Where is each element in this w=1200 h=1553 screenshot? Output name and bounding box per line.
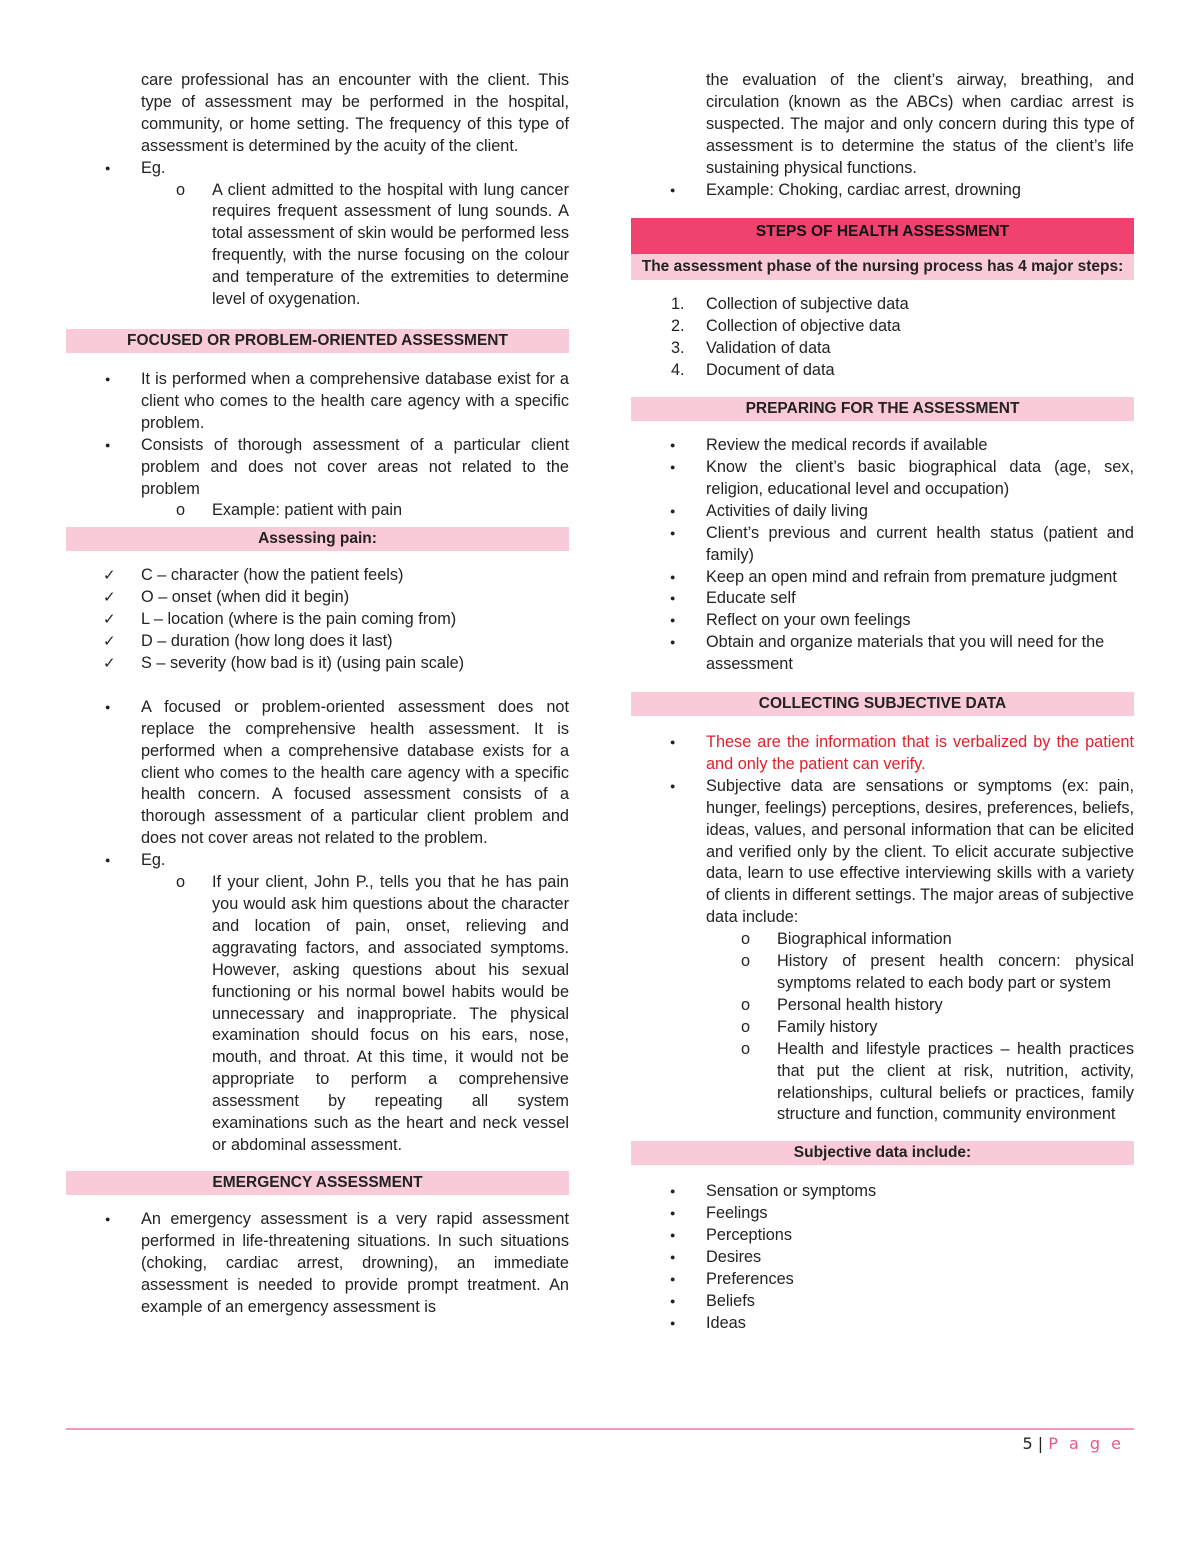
list-item: ● Activities of daily living — [631, 501, 1134, 523]
footer-divider — [66, 1428, 1134, 1430]
sub-list-item: o A client admitted to the hospital with lung cancer requires frequent assessment of lung sounds. A total assessment of skin would be performed less frequently, with the nurse focusing on the colour and temperature of the extremities to determine level of oxygenation. — [66, 180, 569, 311]
eg-list — [66, 158, 569, 180]
list-item: ● Example: Choking, cardiac arrest, drowning — [631, 180, 1134, 202]
list-item: ● Beliefs — [631, 1291, 1134, 1313]
step-item: 1. Collection of subjective data — [671, 295, 909, 314]
list-item: ● Eg. — [66, 850, 569, 872]
list-item: ● Subjective data are sensations or symptoms (ex: pain, hunger, feelings) perceptions, desires, preferences, beliefs, ideas, values, and personal information that can be elicited and verified only by the client. To elicit accurate subjective data, learn to use effective interviewing skills with a variety of clients in different settings. The major areas of subjective data include: — [631, 776, 1134, 929]
list-item: ● Desires — [631, 1247, 1134, 1269]
list-item: ● Feelings — [631, 1203, 1134, 1225]
steps-list — [631, 294, 1134, 382]
list-item: ● An emergency assessment is a very rapid assessment performed in life-threatening situations. In such situations (choking, cardiac arrest, drowning), an immediate assessment is needed to provide prompt treatment. An example of an emergency assessment is — [66, 1209, 569, 1319]
preparing-list — [631, 435, 1134, 676]
list-item: ● Ideas — [631, 1313, 1134, 1335]
focused-example-list — [66, 500, 569, 522]
right-column — [631, 70, 1134, 1335]
list-item: ● Eg. — [66, 158, 569, 180]
checklist-item: ✓ L – location (where is the pain coming from) — [66, 609, 569, 631]
list-item: ● These are the information that is verbalized by the patient and only the patient can verify. — [631, 732, 1134, 776]
subjective-areas-list — [631, 929, 1134, 1126]
intro-paragraph: care professional has an encounter with the client. This type of assessment may be performed in the hospital, community, or home setting. The frequency of this type of assessment is determined by the acuity of the client. — [141, 71, 569, 155]
list-item: ● Review the medical records if available — [631, 435, 1134, 457]
list-item: ● Keep an open mind and refrain from premature judgment — [631, 567, 1134, 589]
eg-sublist — [66, 180, 569, 311]
checklist-item: ✓ C – character (how the patient feels) — [66, 565, 569, 587]
list-item: ● Reflect on your own feelings — [631, 610, 1134, 632]
page-separator: | — [1037, 1434, 1044, 1453]
step-item: 3. Validation of data — [671, 339, 831, 358]
sub-list-item: o If your client, John P., tells you that he has pain you would ask him questions about the character and location of pain, onset, relieving and aggravating factors, and associated symptoms. However, asking questions about his sexual functioning or his normal bowel habits would be unnecessary and inappropriate. The physical examination should focus on his ears, nose, mouth, and throat. At this time, it would not be appropriate to perform a comprehensive assessment by repeating all system examinations such as the heart and neck vessel or abdominal assessment. — [66, 872, 569, 1157]
collecting-subjective-header: COLLECTING SUBJECTIVE DATA — [631, 692, 1134, 716]
emergency-list — [66, 1209, 569, 1319]
steps-header: STEPS OF HEALTH ASSESSMENT — [631, 218, 1134, 254]
preparing-header: PREPARING FOR THE ASSESSMENT — [631, 397, 1134, 421]
checklist-item: ✓ S – severity (how bad is it) (using pain scale) — [66, 653, 569, 675]
sub-list-item: o Biographical information — [631, 929, 1134, 951]
list-item: ● Sensation or symptoms — [631, 1181, 1134, 1203]
page-footer — [1023, 1434, 1124, 1453]
list-item: ● Preferences — [631, 1269, 1134, 1291]
subjective-include-header: Subjective data include: — [631, 1141, 1134, 1165]
step-item: 2. Collection of objective data — [671, 317, 901, 336]
checklist-item: ✓ D – duration (how long does it last) — [66, 631, 569, 653]
eg2-sublist — [66, 872, 569, 1157]
subjective-list — [631, 732, 1134, 929]
emergency-example-list — [631, 180, 1134, 202]
list-item: ● Know the client’s basic biographical data (age, sex, religion, educational level and occupation) — [631, 457, 1134, 501]
subjective-include-list — [631, 1181, 1134, 1334]
left-column — [66, 70, 569, 1318]
pain-checklist — [66, 565, 569, 675]
sub-list-item: o Family history — [631, 1017, 1134, 1039]
list-item: ● Obtain and organize materials that you will need for the assessment — [631, 632, 1134, 676]
sub-list-item: o Health and lifestyle practices – health practices that put the client at risk, nutrition, activity, relationships, cultural beliefs or practices, family structure and function, community environment — [631, 1039, 1134, 1127]
sub-list-item: o History of present health concern: physical symptoms related to each body part or system — [631, 951, 1134, 995]
list-item: ● Educate self — [631, 588, 1134, 610]
focused-bullets — [66, 369, 569, 500]
list-item: ● Client’s previous and current health status (patient and family) — [631, 523, 1134, 567]
page-number: 5 — [1022, 1434, 1033, 1453]
sub-list-item: o Personal health history — [631, 995, 1134, 1017]
page-label: P a g e — [1048, 1434, 1124, 1453]
assessing-pain-header: Assessing pain: — [66, 527, 569, 551]
step-item: 4. Document of data — [671, 361, 835, 380]
list-item: ● A focused or problem-oriented assessment does not replace the comprehensive health assessment. It is performed when a comprehensive database exists for a client who comes to the health care agency with a specific health concern. A focused assessment consists of a thorough assessment of a particular client problem and does not cover areas not related to the problem. — [66, 697, 569, 850]
emergency-assessment-header: EMERGENCY ASSESSMENT — [66, 1171, 569, 1195]
list-item: ● It is performed when a comprehensive database exist for a client who comes to the health care agency with a specific problem. — [66, 369, 569, 435]
list-item: ● Perceptions — [631, 1225, 1134, 1247]
checklist-item: ✓ O – onset (when did it begin) — [66, 587, 569, 609]
sub-list-item: o Example: patient with pain — [66, 500, 569, 522]
list-item: ● Consists of thorough assessment of a particular client problem and does not cover areas not related to the problem — [66, 435, 569, 501]
focused-more-list — [66, 697, 569, 872]
steps-subheader: The assessment phase of the nursing process has 4 major steps: — [631, 254, 1134, 280]
emergency-continuation: the evaluation of the client’s airway, breathing, and circulation (known as the ABCs) when cardiac arrest is suspected. The major and only concern during this type of assessment is to determine the status of the client’s life sustaining physical functions. — [706, 71, 1134, 177]
focused-assessment-header: FOCUSED OR PROBLEM-ORIENTED ASSESSMENT — [66, 329, 569, 353]
